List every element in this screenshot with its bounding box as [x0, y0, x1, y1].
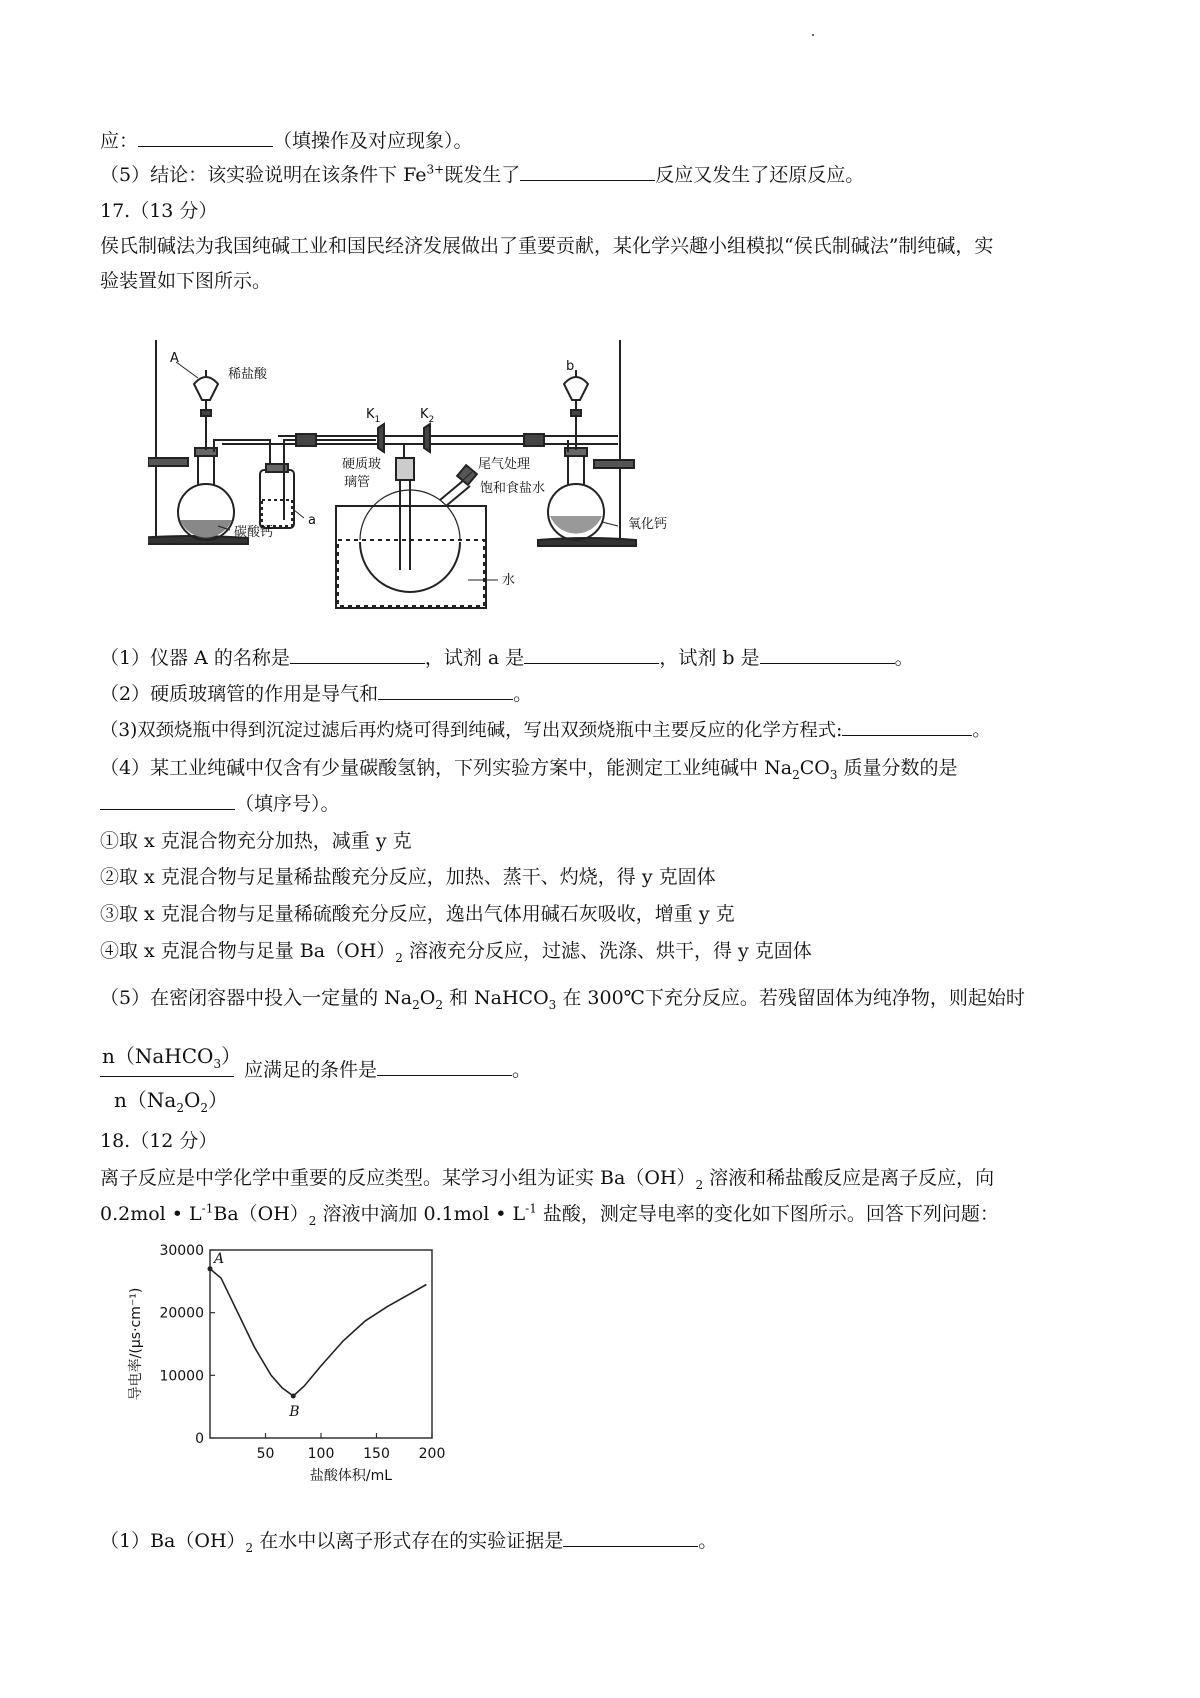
- point-label-B: B: [289, 1404, 300, 1421]
- answer-blank[interactable]: [378, 681, 513, 700]
- y-tick-label: 0: [195, 1431, 204, 1447]
- label-dilute-hcl: 稀盐酸: [228, 367, 268, 382]
- subscript: 2: [435, 997, 443, 1012]
- q17-intro-line2: 验装置如下图所示。: [100, 270, 272, 292]
- q18-text: 在水中以离子形式存在的实验证据是: [253, 1530, 564, 1552]
- q18-text: 溶液中滴加 0.1mol • L: [316, 1203, 526, 1225]
- q17-p3: [100, 717, 991, 744]
- q17-text: ，试剂 a 是: [424, 647, 525, 669]
- q16-text: （填操作及对应现象）。: [273, 130, 473, 152]
- q17-p4-line2: [100, 791, 340, 817]
- label-a: a: [308, 513, 316, 528]
- q17-text: 和 NaHCO: [442, 987, 549, 1009]
- q16-line-conclusion: [100, 162, 864, 188]
- label-caco3: 碳酸钙: [234, 525, 274, 540]
- answer-blank[interactable]: [377, 1057, 512, 1076]
- point-label-A: A: [214, 1250, 225, 1267]
- q17-option-2: ②取 x 克混合物与足量稀盐酸充分反应，加热、蒸干、灼烧，得 y 克固体: [100, 866, 716, 888]
- label-K1: $K_1$: [366, 407, 381, 425]
- q17-text: （1）仪器 A 的名称是: [100, 647, 290, 669]
- q17-text: 质量分数的是: [837, 757, 958, 779]
- q17-text: （4）某工业纯碱中仅含有少量碳酸氢钠，下列实验方案中，能测定工业纯碱中 Na: [100, 757, 793, 779]
- label-A: A: [170, 351, 179, 366]
- apparatus-diagram: [148, 340, 748, 630]
- label-tail-gas: 尾气处理: [478, 457, 531, 472]
- q17-text: 。: [513, 683, 533, 705]
- q17-p5-tail: [244, 1057, 531, 1083]
- answer-blank[interactable]: [760, 645, 895, 664]
- q18-intro-line2: [100, 1201, 999, 1227]
- answer-blank[interactable]: [524, 645, 659, 664]
- q17-text: 在 300℃下充分反应。若残留固体为纯净物，则起始时: [556, 987, 1025, 1009]
- x-tick-label: 50: [256, 1446, 275, 1462]
- q17-text: CO: [799, 757, 830, 779]
- answer-blank[interactable]: [100, 791, 235, 810]
- y-axis-label: 导电率/(μs·cm⁻¹): [128, 1287, 144, 1401]
- scan-speck: [812, 34, 814, 36]
- subscript: 2: [695, 1177, 704, 1192]
- conductivity-chart: [120, 1240, 520, 1502]
- q17-p1: [100, 645, 914, 671]
- subscript: 3: [548, 997, 557, 1012]
- label-K2: $K_2$: [420, 407, 435, 425]
- answer-blank[interactable]: [842, 717, 972, 736]
- y-tick-label: 20000: [159, 1305, 204, 1322]
- q18-text: Ba（OH）: [213, 1203, 309, 1225]
- q17-p2: [100, 681, 532, 707]
- x-axis-label: 盐酸体积/mL: [309, 1468, 393, 1484]
- fraction-bar: [100, 1076, 234, 1077]
- q18-text: 溶液和稀盐酸反应是离子反应，向: [703, 1167, 995, 1189]
- conductivity-curve: [210, 1269, 426, 1396]
- subscript: 3: [829, 767, 838, 782]
- q18-text: 0.2mol • L: [100, 1203, 202, 1225]
- q18-header: 18.（12 分）: [100, 1130, 218, 1152]
- q17-p5: [100, 985, 1025, 1011]
- fraction-numerator: n（NaHCO$_3$）: [102, 1044, 242, 1071]
- subscript: 2: [308, 1213, 317, 1228]
- q17-text: （3)双颈烧瓶中得到沉淀过滤后再灼烧可得到纯碱，写出双颈烧瓶中主要反应的化学方程式:: [100, 720, 843, 741]
- answer-blank[interactable]: [138, 128, 273, 147]
- q16-line-operation: [100, 128, 473, 154]
- y-tick-label: 30000: [159, 1243, 204, 1259]
- label-water: 水: [502, 573, 516, 588]
- q18-text: 。: [698, 1530, 718, 1552]
- x-tick-label: 100: [307, 1446, 335, 1462]
- q17-option-1: ①取 x 克混合物充分加热，减重 y 克: [100, 830, 412, 852]
- q17-option-4: [100, 938, 812, 964]
- x-tick-label: 150: [363, 1446, 390, 1462]
- q17-text: O: [419, 987, 436, 1009]
- fraction-denominator: $n(Na_2O_2)$: [114, 1088, 228, 1115]
- q17-header: 17.（13 分）: [100, 200, 218, 222]
- q18-intro-line1: [100, 1165, 994, 1191]
- q18-text: 离子反应是中学化学中重要的反应类型。某学习小组为证实 Ba（OH）: [100, 1167, 696, 1189]
- answer-blank[interactable]: [520, 162, 655, 181]
- label-b: b: [566, 359, 575, 374]
- q17-intro-line1: 侯氏制碱法为我国纯碱工业和国民经济发展做出了重要贡献，某化学兴趣小组模拟“侯氏制碱法”制纯碱，实: [100, 235, 994, 257]
- subscript: 2: [792, 767, 800, 782]
- q17-text: （5）在密闭容器中投入一定量的 Na: [100, 987, 413, 1009]
- label-saturated-brine: 饱和食盐水: [480, 481, 546, 496]
- answer-blank[interactable]: [290, 645, 425, 664]
- subscript: 2: [245, 1540, 254, 1555]
- y-tick-label: 10000: [159, 1368, 204, 1385]
- answer-blank[interactable]: [563, 1528, 698, 1547]
- q17-text: 。: [512, 1059, 532, 1081]
- q17-text: 。: [894, 647, 914, 669]
- q16-text: 既发生了: [444, 164, 521, 186]
- label-hard-glass-2: 璃管: [344, 475, 371, 490]
- q17-text: 。: [972, 720, 991, 741]
- q18-p1: [100, 1528, 717, 1554]
- point-B: [291, 1394, 296, 1399]
- superscript: 3+: [426, 162, 445, 177]
- subscript: 2: [412, 997, 420, 1012]
- q17-text: ，试剂 b 是: [659, 647, 760, 669]
- q17-text: （填序号）。: [235, 793, 340, 815]
- q17-text: ④取 x 克混合物与足量 Ba（OH）: [100, 940, 396, 962]
- q17-p4: [100, 755, 958, 781]
- subscript: 2: [395, 950, 403, 965]
- q16-text: （5）结论：该实验说明在该条件下 Fe: [100, 164, 427, 186]
- q17-text: （2）硬质玻璃管的作用是导气和: [100, 683, 379, 705]
- superscript: -1: [201, 1201, 214, 1216]
- superscript: -1: [525, 1201, 537, 1216]
- q18-text: （1）Ba（OH）: [100, 1530, 246, 1552]
- point-A: [208, 1266, 213, 1271]
- q16-text: 反应又发生了还原反应。: [655, 164, 865, 186]
- mole-ratio-fraction: [100, 1040, 240, 1126]
- q17-option-3: ③取 x 克混合物与足量稀硫酸充分反应，逸出气体用碱石灰吸收，增重 y 克: [100, 903, 735, 925]
- q17-text: 应满足的条件是: [244, 1059, 378, 1081]
- label-hard-glass-1: 硬质玻: [342, 457, 382, 472]
- q18-text: 盐酸，测定导电率的变化如下图所示。回答下列问题：: [536, 1203, 999, 1225]
- plot-frame: [210, 1250, 432, 1438]
- q16-text: 应：: [100, 130, 139, 152]
- label-cacl2: 氧化钙: [628, 517, 668, 532]
- q17-text: 溶液充分反应，过滤、洗涤、烘干，得 y 克固体: [402, 940, 812, 962]
- x-tick-label: 200: [418, 1446, 446, 1462]
